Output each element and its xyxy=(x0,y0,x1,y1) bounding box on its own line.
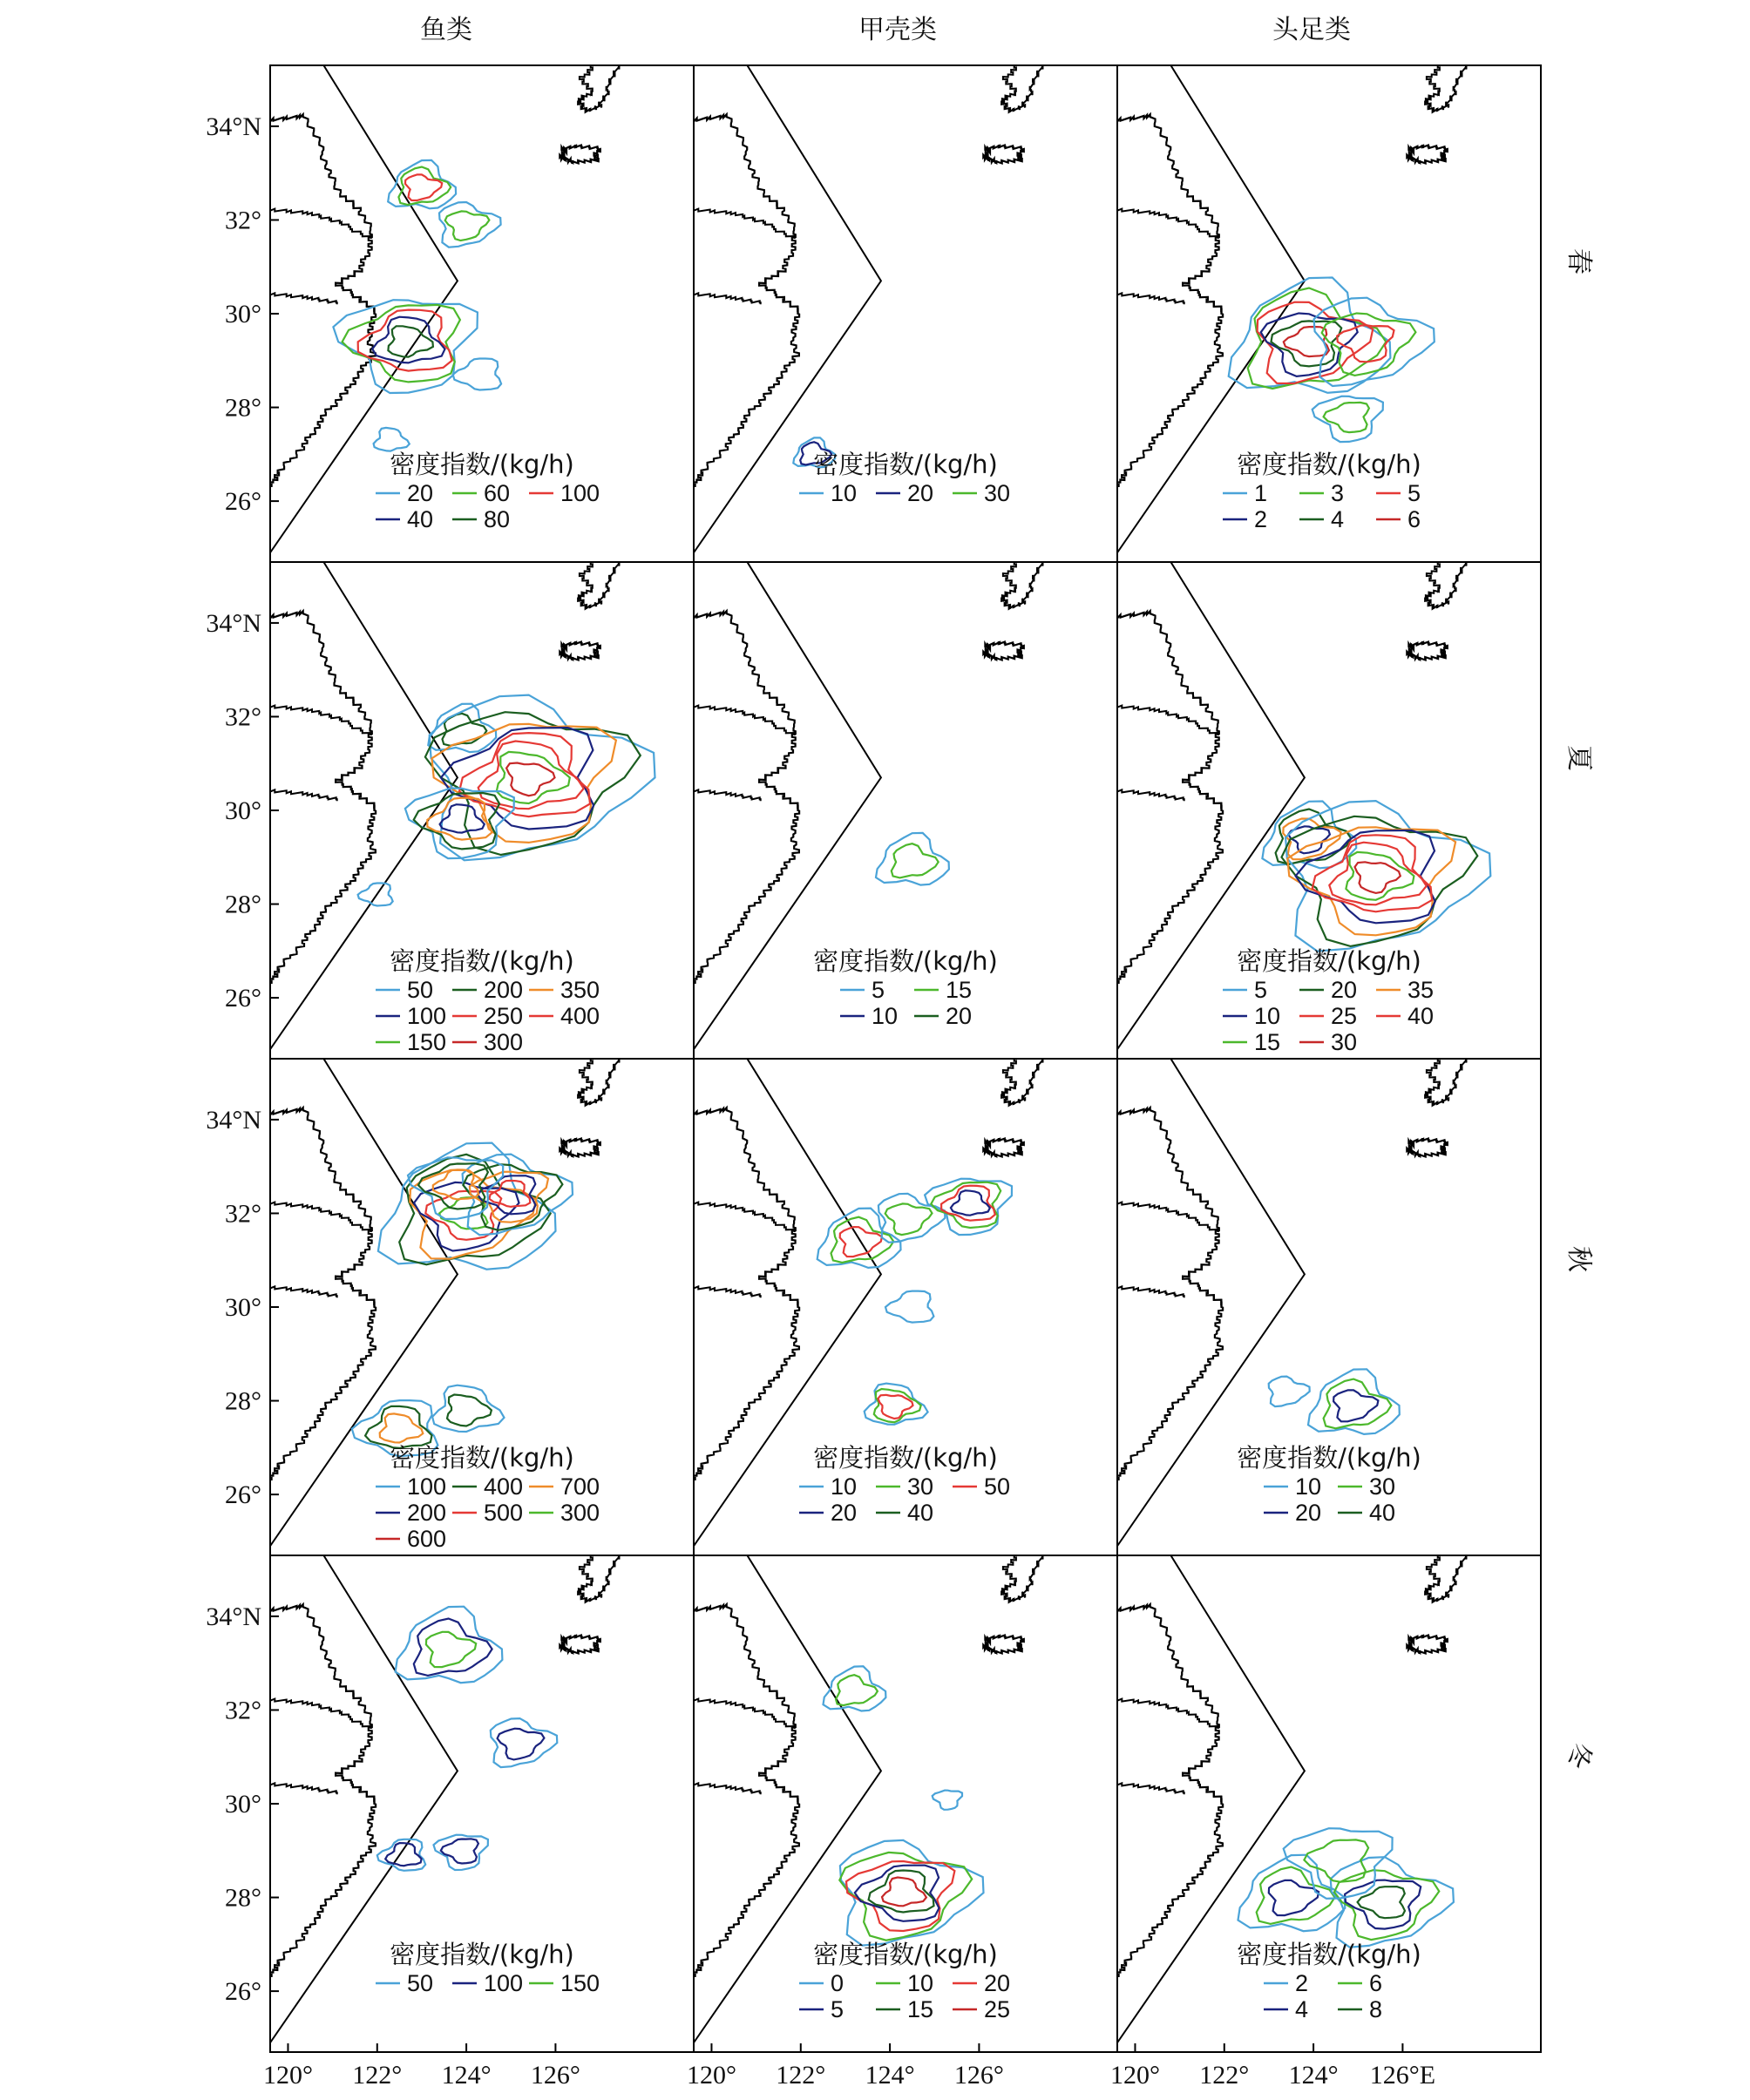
legend-value: 4 xyxy=(1331,506,1345,532)
legend-value: 20 xyxy=(1331,977,1358,1003)
legend-value: 10 xyxy=(831,1473,858,1500)
lat-tick-label: 30° xyxy=(225,1293,261,1322)
legend-value: 40 xyxy=(407,506,434,532)
legend-title: 密度指数/(kg/h) xyxy=(813,450,998,479)
legend-value: 0 xyxy=(831,1970,844,1996)
legend-value: 30 xyxy=(1369,1473,1396,1500)
lon-tick-label: 126° xyxy=(530,2061,580,2090)
legend-value: 100 xyxy=(407,1003,447,1029)
lon-tick-label: 122° xyxy=(1199,2061,1250,2090)
legend-value: 10 xyxy=(831,480,858,506)
panel-frame xyxy=(694,1555,1117,2052)
season-labels xyxy=(1563,248,1594,1769)
axis-tick-labels xyxy=(206,112,1435,2090)
legend-value: 1 xyxy=(1254,480,1268,506)
contour-cluster xyxy=(374,428,410,451)
legend-value: 600 xyxy=(407,1526,447,1552)
river-qiantang xyxy=(694,293,761,304)
panel-frame xyxy=(694,562,1117,1059)
legend-value: 3 xyxy=(1331,480,1345,506)
river-qiantang xyxy=(694,789,761,801)
contour-cluster xyxy=(405,789,514,859)
contour-line xyxy=(378,1143,556,1270)
panel-frame xyxy=(1117,1555,1541,2052)
panel-frame xyxy=(694,1059,1117,1555)
river-yangtze xyxy=(1117,1699,1218,1729)
map-panel-r3c2 xyxy=(1116,1553,1542,2052)
panel-frame xyxy=(270,65,694,562)
lat-tick-label: 28° xyxy=(225,1386,261,1416)
contour-cluster xyxy=(396,1607,503,1683)
contour-cluster xyxy=(378,1143,556,1270)
korea-coast xyxy=(1425,1056,1466,1106)
lat-tick-label: 32° xyxy=(225,702,261,732)
legend-value: 5 xyxy=(831,1996,844,2022)
river-qiantang xyxy=(1117,1286,1184,1297)
legend-value: 60 xyxy=(484,480,511,506)
legend-value: 35 xyxy=(1407,977,1435,1003)
legend xyxy=(376,450,600,532)
legend-value: 40 xyxy=(1407,1003,1435,1029)
legend-title: 密度指数/(kg/h) xyxy=(1237,450,1421,479)
river-qiantang xyxy=(270,789,337,801)
contour-cluster xyxy=(876,833,949,885)
legend-title: 密度指数/(kg/h) xyxy=(813,946,998,976)
jeju-island xyxy=(983,641,1024,660)
contour-cluster xyxy=(425,695,655,861)
legend-value: 10 xyxy=(907,1970,934,1996)
legend-title: 密度指数/(kg/h) xyxy=(390,450,574,479)
legend-value: 100 xyxy=(407,1473,447,1500)
river-yangtze xyxy=(270,1699,371,1729)
contour-cluster xyxy=(824,1666,886,1710)
column-headers xyxy=(420,15,1351,45)
korea-coast xyxy=(1425,1553,1466,1602)
legend-title: 密度指数/(kg/h) xyxy=(390,1940,574,1969)
korea-coast xyxy=(1425,559,1466,609)
legend-value: 2 xyxy=(1254,506,1268,532)
legend-value: 400 xyxy=(560,1003,600,1029)
river-yangtze xyxy=(1117,209,1218,239)
river-qiantang xyxy=(270,1286,337,1297)
korea-coast xyxy=(578,559,619,609)
legend-value: 6 xyxy=(1407,506,1421,532)
legend-title: 密度指数/(kg/h) xyxy=(1237,1940,1421,1969)
contour-line xyxy=(878,1395,913,1419)
river-yangtze xyxy=(1117,1202,1218,1232)
legend-value: 200 xyxy=(484,977,524,1003)
contour-cluster xyxy=(491,1718,558,1767)
legend-value: 40 xyxy=(907,1500,934,1526)
river-qiantang xyxy=(694,1783,761,1794)
contour-line xyxy=(836,1675,878,1705)
lat-tick-label: 34°N xyxy=(206,1105,261,1135)
river-qiantang xyxy=(270,293,337,304)
contour-cluster xyxy=(1312,396,1383,442)
korea-coast xyxy=(1001,559,1042,609)
korea-coast xyxy=(578,1553,619,1602)
river-yangtze xyxy=(694,706,795,735)
korea-coast xyxy=(1001,1056,1042,1106)
map-panel-r1c1 xyxy=(693,559,1118,1059)
lat-tick-label: 32° xyxy=(225,1199,261,1229)
legend-value: 10 xyxy=(1295,1473,1322,1500)
legend-value: 20 xyxy=(831,1500,858,1526)
legend-value: 300 xyxy=(484,1029,524,1055)
lat-tick-label: 26° xyxy=(225,1480,261,1510)
legend-value: 700 xyxy=(560,1473,600,1500)
panel-frame xyxy=(1117,1059,1541,1555)
lat-tick-label: 26° xyxy=(225,984,261,1013)
legend-title: 密度指数/(kg/h) xyxy=(813,1443,998,1473)
contour-line xyxy=(374,428,410,451)
legend xyxy=(1237,1443,1421,1526)
lat-tick-label: 26° xyxy=(225,1977,261,2007)
legend-value: 5 xyxy=(1407,480,1421,506)
legend xyxy=(376,1940,600,1996)
jeju-island xyxy=(983,1635,1024,1654)
lat-tick-label: 34°N xyxy=(206,608,261,638)
jeju-island xyxy=(560,1138,600,1157)
legend-value: 30 xyxy=(907,1473,934,1500)
legend-value: 20 xyxy=(946,1003,973,1029)
legend-value: 30 xyxy=(1331,1029,1358,1055)
korea-coast xyxy=(578,63,619,112)
legend xyxy=(1223,450,1421,532)
river-yangtze xyxy=(694,1202,795,1232)
legend-value: 8 xyxy=(1369,1996,1383,2022)
legend xyxy=(376,1443,600,1552)
lon-tick-label: 122° xyxy=(352,2061,403,2090)
jeju-island xyxy=(983,145,1024,164)
lat-tick-label: 30° xyxy=(225,796,261,825)
map-panel-r0c2 xyxy=(1116,63,1542,562)
korea-coast xyxy=(1001,63,1042,112)
river-yangtze xyxy=(270,1202,371,1232)
legend xyxy=(799,450,1010,506)
contour-line xyxy=(885,1203,933,1235)
legend xyxy=(1237,1940,1421,2022)
river-qiantang xyxy=(1117,293,1184,304)
legend-value: 80 xyxy=(484,506,511,532)
survey-boundary-line xyxy=(1117,562,1305,1049)
legend-value: 250 xyxy=(484,1003,524,1029)
river-yangtze xyxy=(694,1699,795,1729)
contour-line xyxy=(1331,1857,1454,1948)
legend-value: 20 xyxy=(407,480,434,506)
season-label-spring: 春 xyxy=(1563,248,1594,274)
korea-coast xyxy=(1425,63,1466,112)
legend xyxy=(1223,946,1434,1055)
legend-value: 15 xyxy=(1254,1029,1281,1055)
legend xyxy=(376,946,600,1055)
map-panel-r1c2 xyxy=(1116,559,1542,1059)
lat-tick-label: 34°N xyxy=(206,1602,261,1631)
survey-boundary-line xyxy=(694,1555,881,2042)
legend-value: 50 xyxy=(984,1473,1011,1500)
legend-value: 25 xyxy=(984,1996,1011,2022)
contour-cluster xyxy=(434,1835,488,1870)
contour-line xyxy=(498,1729,545,1760)
legend-value: 6 xyxy=(1369,1970,1383,1996)
jeju-island xyxy=(1407,1635,1448,1654)
legend-value: 2 xyxy=(1295,1970,1309,1996)
jeju-island xyxy=(1407,145,1448,164)
contour-cluster xyxy=(1229,278,1391,393)
contour-cluster xyxy=(1269,1377,1310,1407)
lon-tick-label: 122° xyxy=(776,2061,826,2090)
legend-value: 10 xyxy=(1254,1003,1281,1029)
contour-cluster xyxy=(865,1384,928,1425)
contour-cluster xyxy=(1308,1369,1400,1434)
contour-line xyxy=(885,1291,933,1323)
contour-cluster xyxy=(377,1839,425,1871)
map-panel-r2c1 xyxy=(693,1056,1118,1555)
survey-boundary-line xyxy=(1117,1059,1305,1546)
contour-line xyxy=(447,1395,492,1426)
season-label-winter: 冬 xyxy=(1563,1743,1594,1769)
legend-value: 10 xyxy=(872,1003,899,1029)
lat-tick-label: 30° xyxy=(225,300,261,329)
river-qiantang xyxy=(694,1286,761,1297)
river-yangtze xyxy=(694,209,795,239)
lat-tick-label: 26° xyxy=(225,487,261,517)
panel-frame xyxy=(270,1059,694,1555)
river-qiantang xyxy=(270,1783,337,1794)
season-label-autumn: 秋 xyxy=(1563,1246,1594,1272)
map-panel-r2c2 xyxy=(1116,1056,1542,1555)
legend-value: 100 xyxy=(484,1970,524,1996)
lon-tick-label: 126° xyxy=(953,2061,1004,2090)
korea-coast xyxy=(1001,1553,1042,1602)
jeju-island xyxy=(560,1635,600,1654)
contour-line xyxy=(445,211,490,240)
legend-title: 密度指数/(kg/h) xyxy=(390,1443,574,1473)
map-panels xyxy=(269,63,1542,2052)
legend-value: 50 xyxy=(407,977,434,1003)
panel-frame xyxy=(270,562,694,1059)
river-qiantang xyxy=(1117,1783,1184,1794)
jeju-island xyxy=(560,641,600,660)
lat-tick-label: 34°N xyxy=(206,112,261,141)
legend-title: 密度指数/(kg/h) xyxy=(813,1940,998,1969)
map-panel-r0c1 xyxy=(693,63,1118,562)
column-title-crustaceans: 甲壳类 xyxy=(858,15,937,45)
river-yangtze xyxy=(1117,706,1218,735)
contour-line xyxy=(388,326,433,356)
contour-cluster xyxy=(885,1291,933,1323)
legend-value: 20 xyxy=(1295,1500,1322,1526)
legend-value: 500 xyxy=(484,1500,524,1526)
contour-line xyxy=(414,1619,492,1676)
contour-line xyxy=(1284,1828,1393,1899)
contour-line xyxy=(358,884,393,906)
contour-cluster xyxy=(1238,1855,1346,1932)
legend-title: 密度指数/(kg/h) xyxy=(1237,946,1421,976)
map-panel-r1c0 xyxy=(269,559,695,1059)
contour-cluster xyxy=(933,1791,962,1810)
lat-tick-label: 32° xyxy=(225,1696,261,1725)
contour-cluster xyxy=(1284,1828,1393,1899)
lat-tick-label: 32° xyxy=(225,206,261,235)
season-label-summer: 夏 xyxy=(1563,745,1594,771)
river-yangtze xyxy=(270,706,371,735)
contour-line xyxy=(1257,1867,1335,1924)
contour-line xyxy=(876,833,949,885)
lon-tick-label: 120° xyxy=(262,2061,313,2090)
map-panel-r3c1 xyxy=(693,1553,1118,2052)
map-panel-r3c0 xyxy=(269,1553,695,2052)
legend-value: 40 xyxy=(1369,1500,1396,1526)
lon-tick-label: 120° xyxy=(686,2061,736,2090)
legend-value: 15 xyxy=(946,977,973,1003)
lat-tick-label: 28° xyxy=(225,890,261,919)
legend-value: 5 xyxy=(1254,977,1268,1003)
legend-value: 30 xyxy=(984,480,1011,506)
legend-value: 300 xyxy=(560,1500,600,1526)
lon-tick-label: 120° xyxy=(1109,2061,1160,2090)
contour-cluster xyxy=(439,202,501,247)
legend-value: 400 xyxy=(484,1473,524,1500)
panel-frame xyxy=(694,65,1117,562)
contour-line xyxy=(1269,1377,1310,1407)
panel-frame xyxy=(1117,65,1541,562)
river-qiantang xyxy=(1117,789,1184,801)
contour-line xyxy=(441,1839,478,1863)
lat-tick-label: 28° xyxy=(225,1883,261,1913)
column-title-cephalopods: 头足类 xyxy=(1272,15,1351,45)
jeju-island xyxy=(1407,641,1448,660)
contour-cluster xyxy=(1282,801,1491,952)
contour-cluster xyxy=(839,1840,983,1946)
jeju-island xyxy=(983,1138,1024,1157)
legend-value: 25 xyxy=(1331,1003,1358,1029)
contour-cluster xyxy=(1331,1857,1454,1948)
contour-cluster xyxy=(432,1385,504,1432)
legend-value: 150 xyxy=(407,1029,447,1055)
legend-value: 100 xyxy=(560,480,600,506)
legend-value: 150 xyxy=(560,1970,600,1996)
legend-value: 15 xyxy=(907,1996,934,2022)
lon-tick-label: 124° xyxy=(1288,2061,1339,2090)
legend-value: 50 xyxy=(407,1970,434,1996)
jeju-island xyxy=(1407,1138,1448,1157)
contour-line xyxy=(380,1413,424,1442)
legend-value: 5 xyxy=(872,977,885,1003)
contour-line xyxy=(933,1791,962,1810)
survey-boundary-line xyxy=(1117,1555,1305,2042)
contour-line xyxy=(882,1878,926,1907)
korea-coast xyxy=(578,1056,619,1106)
column-title-fish: 鱼类 xyxy=(420,15,472,45)
lon-tick-label: 126°E xyxy=(1369,2061,1436,2090)
contour-cluster xyxy=(358,884,393,906)
lon-tick-label: 124° xyxy=(865,2061,915,2090)
jeju-island xyxy=(560,145,600,164)
legend xyxy=(799,1443,1010,1526)
legend xyxy=(813,946,998,1029)
legend-value: 20 xyxy=(984,1970,1011,1996)
lon-tick-label: 124° xyxy=(441,2061,492,2090)
river-yangtze xyxy=(270,209,371,239)
panel-frame xyxy=(270,1555,694,2052)
legend xyxy=(799,1940,1010,2022)
legend-value: 4 xyxy=(1295,1996,1309,2022)
survey-boundary-line xyxy=(694,562,881,1049)
contour-line xyxy=(453,359,501,390)
map-panel-r0c0 xyxy=(269,63,695,562)
legend-value: 200 xyxy=(407,1500,447,1526)
contour-line xyxy=(1324,1379,1392,1429)
map-panel-r2c0 xyxy=(269,1056,695,1555)
legend-title: 密度指数/(kg/h) xyxy=(390,946,574,976)
legend-title: 密度指数/(kg/h) xyxy=(1237,1443,1421,1473)
lat-tick-label: 30° xyxy=(225,1790,261,1819)
lat-tick-label: 28° xyxy=(225,393,261,423)
legend-value: 20 xyxy=(907,480,934,506)
legend-value: 350 xyxy=(560,977,600,1003)
contour-cluster xyxy=(453,359,501,390)
